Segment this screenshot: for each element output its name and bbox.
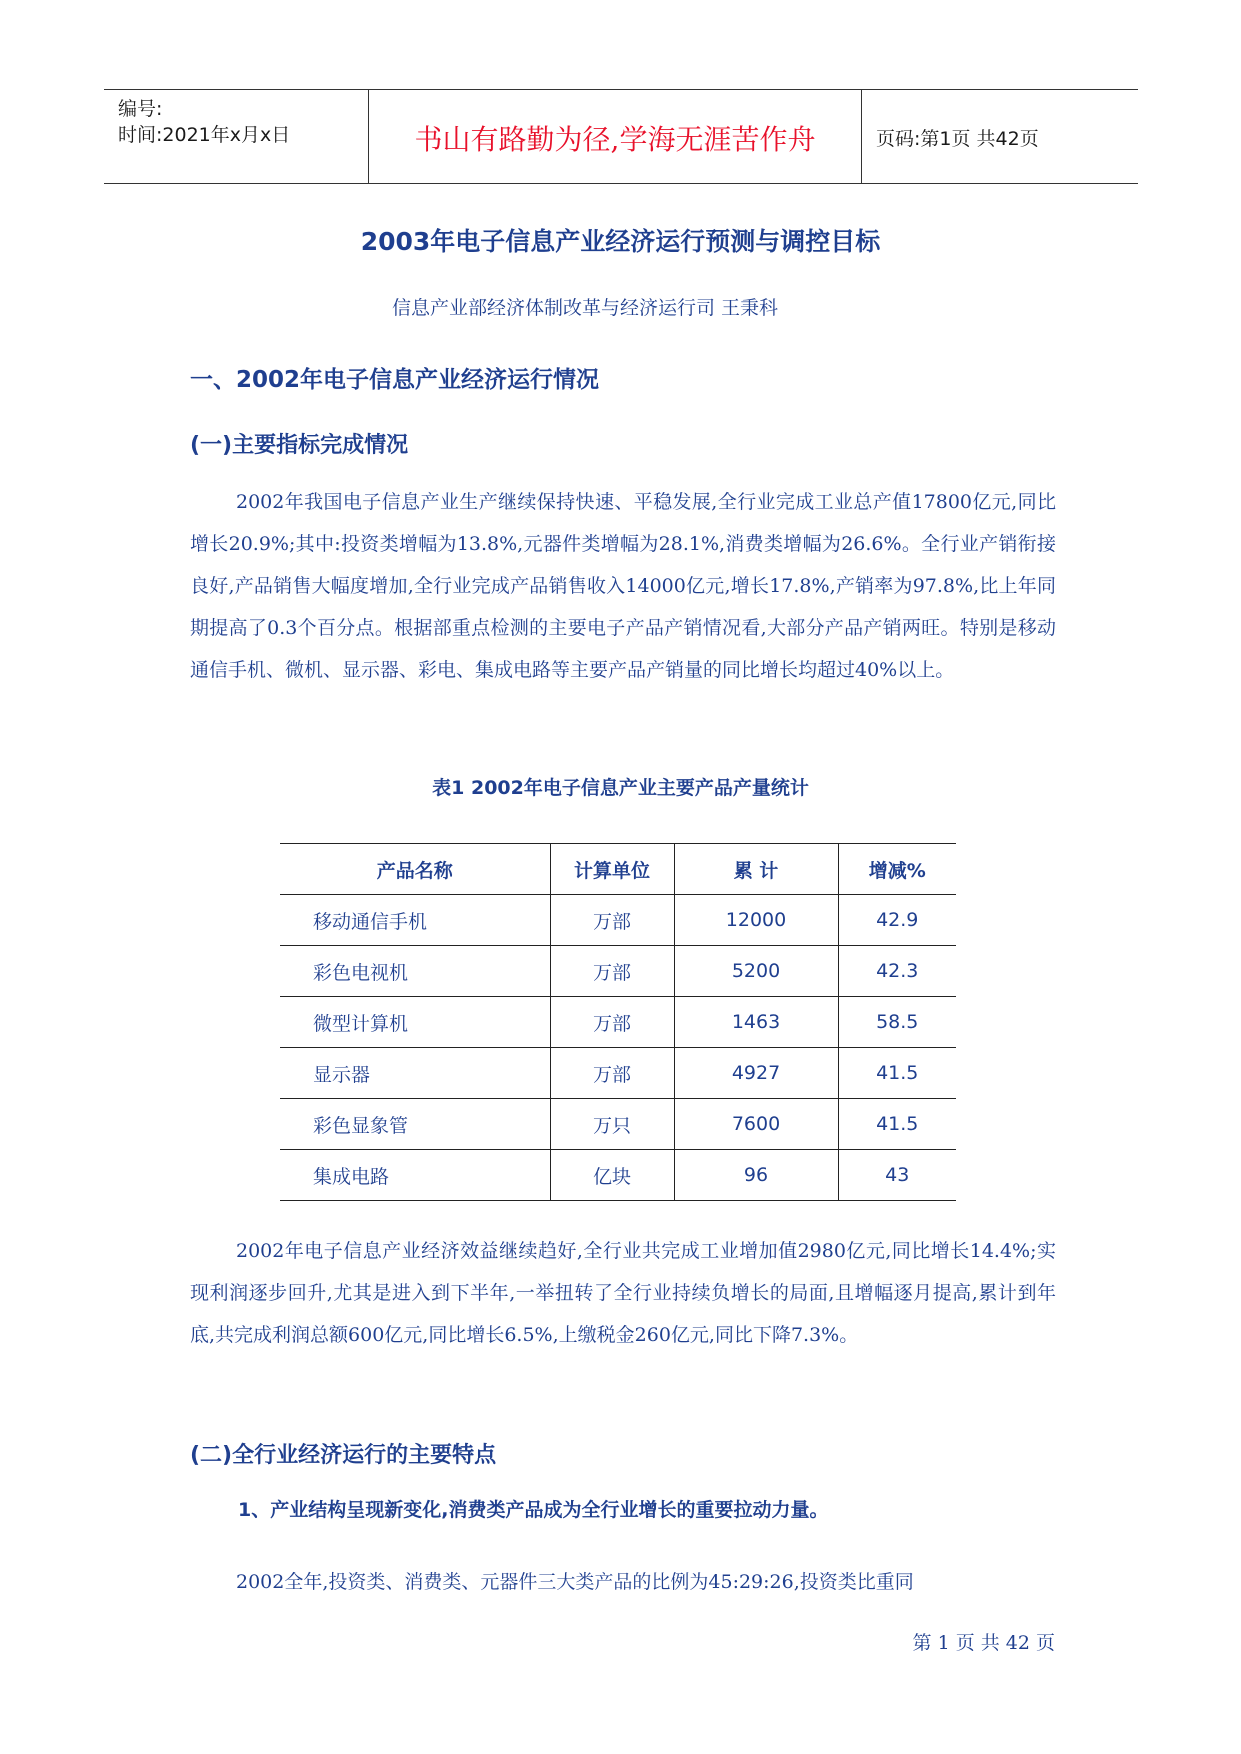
change-cell: 43 (838, 1150, 956, 1201)
point-heading-1: 1、产业结构呈现新变化,消费类产品成为全行业增长的重要拉动力量。 (238, 1499, 829, 1521)
product-name-cell: 显示器 (280, 1048, 550, 1099)
document-title: 2003年电子信息产业经济运行预测与调控目标 (360, 227, 881, 256)
product-name-cell: 集成电路 (280, 1150, 550, 1201)
total-cell: 12000 (674, 895, 838, 946)
change-cell: 58.5 (838, 997, 956, 1048)
table-row (280, 997, 956, 1048)
table-row (280, 946, 956, 997)
unit-cell: 万部 (550, 895, 674, 946)
header-info-cell (104, 90, 369, 183)
paragraph-1: 2002年我国电子信息产业生产继续保持快速、平稳发展,全行业完成工业总产值17800亿元,同比增长20.9%;其中:投资类增幅为13.8%,元器件类增幅为28.1%,消费类增幅为26.6%。全行业产销衔接良好,产品销售大幅度增加,全行业完成产品销售收入14000亿元,增长17.8%,产销率为97.8%,比上年同期提高了0.3个百分点。根据部重点检测的主要电子产品产销情况看,大部分产品产销两旺。特别是移动通信手机、微机、显示器、彩电、集成电路等主要产品产销量的同比增长均超过40%以上。 (190, 491, 1056, 681)
product-name-cell: 彩色显象管 (280, 1099, 550, 1150)
product-name-cell: 移动通信手机 (280, 895, 550, 946)
total-cell: 5200 (674, 946, 838, 997)
unit-cell: 万只 (550, 1099, 674, 1150)
document-time-label: 时间:2021年x月x日 (118, 124, 291, 146)
change-cell: 41.5 (838, 1048, 956, 1099)
unit-cell: 亿块 (550, 1150, 674, 1201)
product-name-cell: 彩色电视机 (280, 946, 550, 997)
header-page-label: 页码:第1页 共42页 (876, 128, 1039, 150)
table-header-cell: 累 计 (674, 844, 838, 895)
header-motto: 书山有路勤为径,学海无涯苦作舟 (414, 123, 816, 156)
total-cell: 96 (674, 1150, 838, 1201)
paragraph-2: 2002年电子信息产业经济效益继续趋好,全行业共完成工业增加值2980亿元,同比增长14.4%;实现利润逐步回升,尤其是进入到下半年,一举扭转了全行业持续负增长的局面,且增幅逐月提高,累计到年底,共完成利润总额600亿元,同比增长6.5%,上缴税金260亿元,同比下降7.3%。 (190, 1240, 1056, 1346)
product-name-cell: 微型计算机 (280, 997, 550, 1048)
product-output-table (280, 843, 956, 1201)
table-header-cell: 计算单位 (550, 844, 674, 895)
author-line: 信息产业部经济体制改革与经济运行司 王秉科 (392, 297, 779, 319)
change-cell: 42.9 (838, 895, 956, 946)
table-row (280, 895, 956, 946)
table-header-cell: 增减% (838, 844, 956, 895)
unit-cell: 万部 (550, 997, 674, 1048)
total-cell: 1463 (674, 997, 838, 1048)
total-cell: 4927 (674, 1048, 838, 1099)
table-caption: 表1 2002年电子信息产业主要产品产量统计 (432, 777, 809, 799)
total-cell: 7600 (674, 1099, 838, 1150)
table-row (280, 1099, 956, 1150)
table-header-row (280, 844, 956, 895)
table-row (280, 1048, 956, 1099)
unit-cell: 万部 (550, 946, 674, 997)
unit-cell: 万部 (550, 1048, 674, 1099)
document-header (104, 89, 1138, 184)
section-heading-1: 一、2002年电子信息产业经济运行情况 (190, 367, 600, 393)
change-cell: 41.5 (838, 1099, 956, 1150)
header-page-cell (862, 90, 1138, 183)
subsection-heading-1: (一)主要指标完成情况 (190, 433, 409, 458)
change-cell: 42.3 (838, 946, 956, 997)
header-motto-cell (369, 90, 862, 183)
table-header-cell: 产品名称 (280, 844, 550, 895)
subsection-heading-2: (二)全行业经济运行的主要特点 (190, 1443, 497, 1468)
page-footer: 第 1 页 共 42 页 (912, 1632, 1055, 1654)
table-row (280, 1150, 956, 1201)
paragraph-3: 2002全年,投资类、消费类、元器件三大类产品的比例为45:29:26,投资类比重同 (236, 1571, 914, 1593)
document-number-label: 编号: (118, 98, 163, 120)
